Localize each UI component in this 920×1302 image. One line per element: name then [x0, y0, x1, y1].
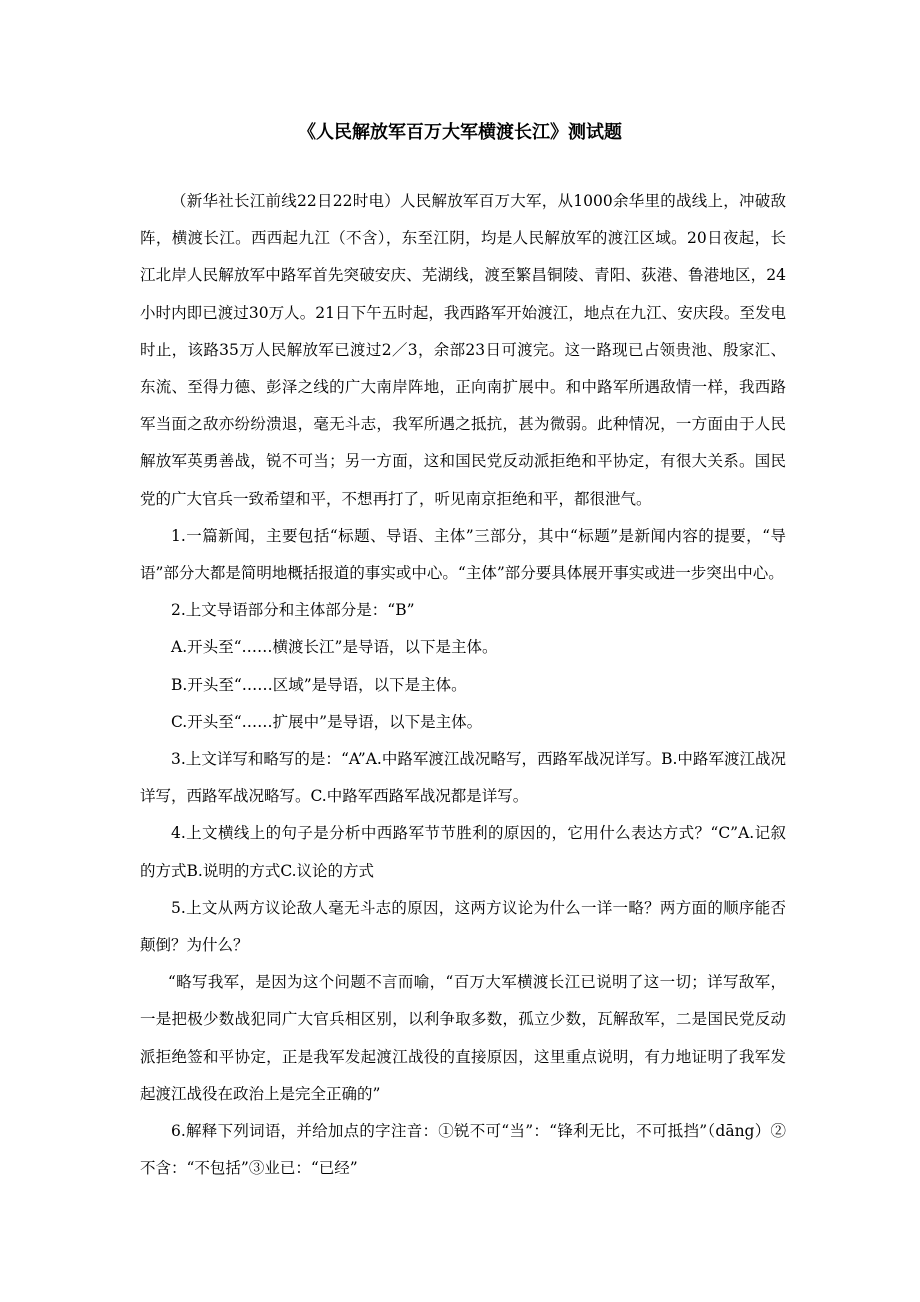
question-2-option-c: C.开头至“……扩展中”是导语，以下是主体。 — [171, 712, 483, 731]
question-2-option-b: B.开头至“……区域”是导语，以下是主体。 — [171, 675, 467, 694]
question-2-option-a: A.开头至“……横渡长江”是导语，以下是主体。 — [171, 638, 498, 657]
question-3: 3.上文详写和略写的是：“A”A.中路军渡江战况略写，西路军战况详写。B.中路军渡江战况详写，西路军战况略写。C.中路军西路军战况都是详写。 — [140, 750, 786, 806]
news-paragraph: （新华社长江前线22日22时电）人民解放军百万大军，从1000余华里的战线上，冲破敌阵，横渡长江。西西起九江（不含），东至江阴，均是人民解放军的渡江区域。20日夜起，长江北岸人民解放军中路军首先突破安庆、芜湖线，渡至繁昌铜陵、青阳、荻港、鲁港地区，24小时内即已渡过30万人。21日下午五时起，我西路军开始渡江，地点在九江、安庆段。至发电时止，该路35万人民解放军已渡过2／3，余部23日可渡完。这一路现已占领贵池、殷家汇、东流、至得力德、彭泽之线的广大南岸阵地，正向南扩展中。和中路军所遇敌情一样，我西路军当面之敌亦纷纷溃退，毫无斗志，我军所遇之抵抗，甚为微弱。此种情况，一方面由于人民解放军英勇善战，锐不可当；另一方面，这和国民党反动派拒绝和平协定，有很大关系。国民党的广大官兵一致希望和平，不想再打了，听见南京拒绝和平，都很泄气。 — [140, 192, 786, 508]
question-1: 1.一篇新闻，主要包括“标题、导语、主体”三部分，其中“标题”是新闻内容的提要，“导语”部分大都是简明地概括报道的事实或中心。“主体”部分要具体展开事实或进一步突出中心。 — [140, 526, 786, 583]
question-5-answer: “略写我军，是因为这个问题不言而喻，“百万大军横渡长江已说明了这一切；详写敌军，一是把极少数战犯同广大官兵相区别，以利争取多数，孤立少数，瓦解敌军，二是国民党反动派拒绝签和平协定，正是我军发起渡江战役的直接原因，这里重点说明，有力地证明了我军发起渡江战役在政治上是完全正确的” — [140, 973, 786, 1103]
question-5: 5.上文从两方议论敌人毫无斗志的原因，这两方议论为什么一详一略？两方面的顺序能否颠倒？为什么？ — [140, 898, 786, 955]
question-4: 4.上文横线上的句子是分析中西路军节节胜利的原因的，它用什么表达方式？“C”A.记叙的方式B.说明的方式C.议论的方式 — [140, 824, 786, 880]
question-2: 2.上文导语部分和主体部分是：“B” — [171, 601, 415, 620]
document-title: 《人民解放军百万大军横渡长江》测试题 — [298, 122, 622, 143]
document-body — [140, 183, 786, 1187]
question-6: 6.解释下列词语，并给加点的字注音：①锐不可“当”：“锋利无比，不可抵挡”（dāng）②不含：“不包括”③业已：“已经” — [140, 1122, 786, 1178]
